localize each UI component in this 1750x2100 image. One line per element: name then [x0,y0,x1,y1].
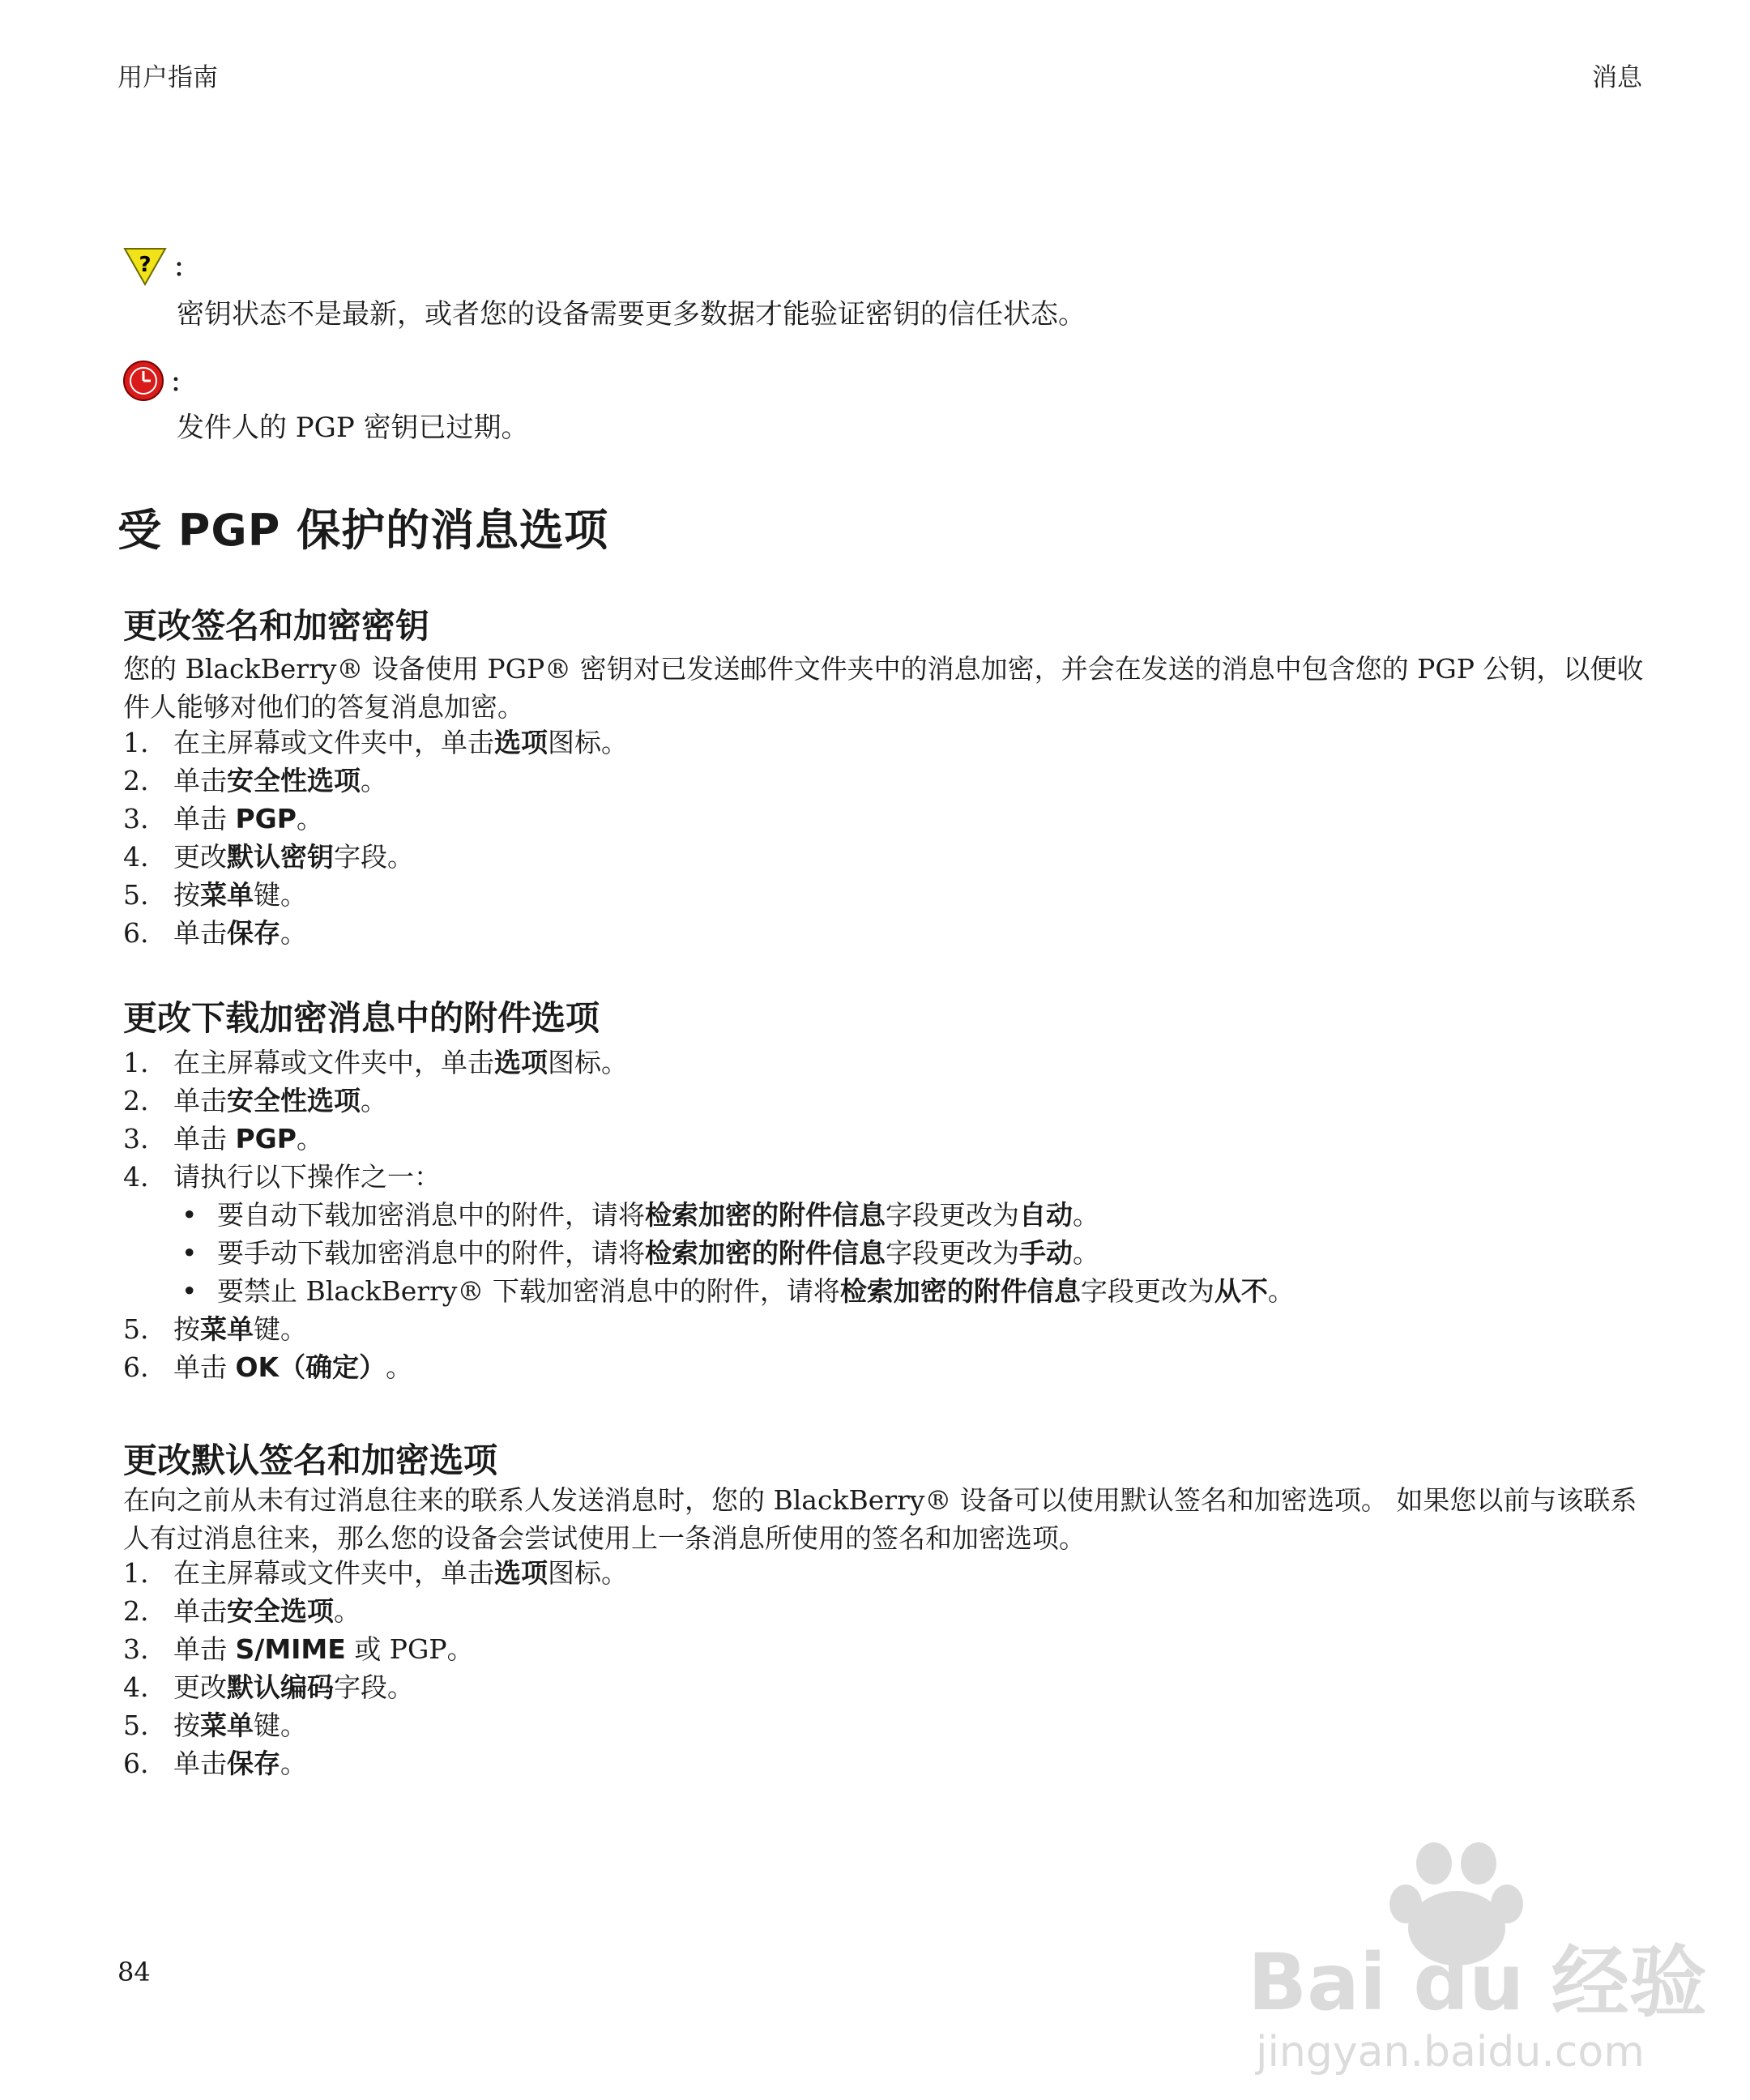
expired-clock-icon [122,359,165,403]
list-item: 1. 在主屏幕或文件夹中，单击 选项 图标。 [123,1047,628,1078]
section-heading-attachments: 更改下载加密消息中的附件选项 [123,998,600,1038]
bullet-dot: • [181,1275,198,1307]
page-number: 84 [117,1957,151,1987]
list-item: 6. 单击 保存 。 [123,917,307,949]
list-item: 3. 单击 PGP 。 [123,803,323,834]
status-colon: ： [170,369,194,398]
list-item: 1. 在主屏幕或文件夹中，单击 选项 图标。 [123,727,628,758]
list-item: 1. 在主屏幕或文件夹中，单击 选项 图标。 [123,1557,628,1589]
bullet-dot: • [181,1237,198,1269]
list-item: 2. 单击 安全性选项 。 [123,1085,387,1116]
baidu-paw-logo [1231,1839,1707,2082]
list-item: 2. 单击 安全性选项 。 [123,765,387,796]
section-heading-change-keys: 更改签名和加密密钥 [123,606,430,646]
baidu-watermark [1231,1839,1707,2085]
list-item: 4. 更改 默认密钥 字段。 [123,841,414,873]
running-header-left: 用户指南 [117,63,218,92]
watermark-brand: Bai du 经验 [1248,1937,1707,2028]
status-colon: ： [173,254,198,283]
svg-text:?: ? [139,253,152,277]
running-header-right: 消息 [1592,63,1642,92]
list-item: 5. 按 菜单 键。 [123,1709,307,1741]
list-item: 5. 按 菜单 键。 [123,1313,307,1345]
list-item: 6. 单击 保存 。 [123,1748,307,1779]
status-text-expired: 发件人的 PGP 密钥已过期。 [177,412,529,444]
status-item-expired [122,356,194,405]
question-icon [122,242,169,289]
list-item: 2. 单击 安全选项 。 [123,1595,361,1627]
status-item-question [122,241,198,290]
section-heading-default-options: 更改默认签名和加密选项 [123,1441,498,1480]
bullet-item: • 要自动下载加密消息中的附件，请将 检索加密的附件信息 字段更改为 自动 。 [123,1196,1295,1234]
status-text-question: 密钥状态不是最新，或者您的设备需要更多数据才能验证密钥的信任状态。 [177,298,1086,331]
section-paragraph: 在向之前从未有过消息往来的联系人发送消息时，您的 BlackBerry® 设备可以使用默认签名和加密选项。 如果您以前与该联系人有过消息往来，那么您的设备会尝试使用上一条消息所使用的签名和加密选项。 [123,1484,1637,1554]
steps-list-default-options [123,1554,628,1782]
list-item: 6. 单击 OK（确定） 。 [123,1351,413,1383]
list-item: 4. 更改 默认编码 字段。 [123,1671,414,1703]
bullet-item: • 要手动下载加密消息中的附件，请将 检索加密的附件信息 字段更改为 手动 。 [123,1234,1295,1272]
list-item: 5. 按 菜单 键。 [123,879,307,911]
bullet-dot: • [181,1199,198,1231]
list-item: 3. 单击 S/MIME 或 PGP。 [123,1633,474,1665]
steps-list-change-keys [123,723,628,952]
steps-list-attachments [123,1044,1295,1386]
section-paragraph: 您的 BlackBerry® 设备使用 PGP® 密钥对已发送邮件文件夹中的消息加密，并会在发送的消息中包含您的 PGP 公钥，以便收件人能够对他们的答复消息加密。 [123,653,1644,723]
list-item: 3. 单击 PGP 。 [123,1123,323,1155]
watermark-url: jingyan.baidu.com [1256,2028,1645,2077]
bullet-item: • 要禁止 BlackBerry® 下载加密消息中的附件，请将 检索加密的附件信息 字段更改为 从不 。 [123,1272,1295,1310]
page-title: 受 PGP 保护的消息选项 [117,505,609,556]
list-item: 4. 请执行以下操作之一： [123,1161,441,1193]
